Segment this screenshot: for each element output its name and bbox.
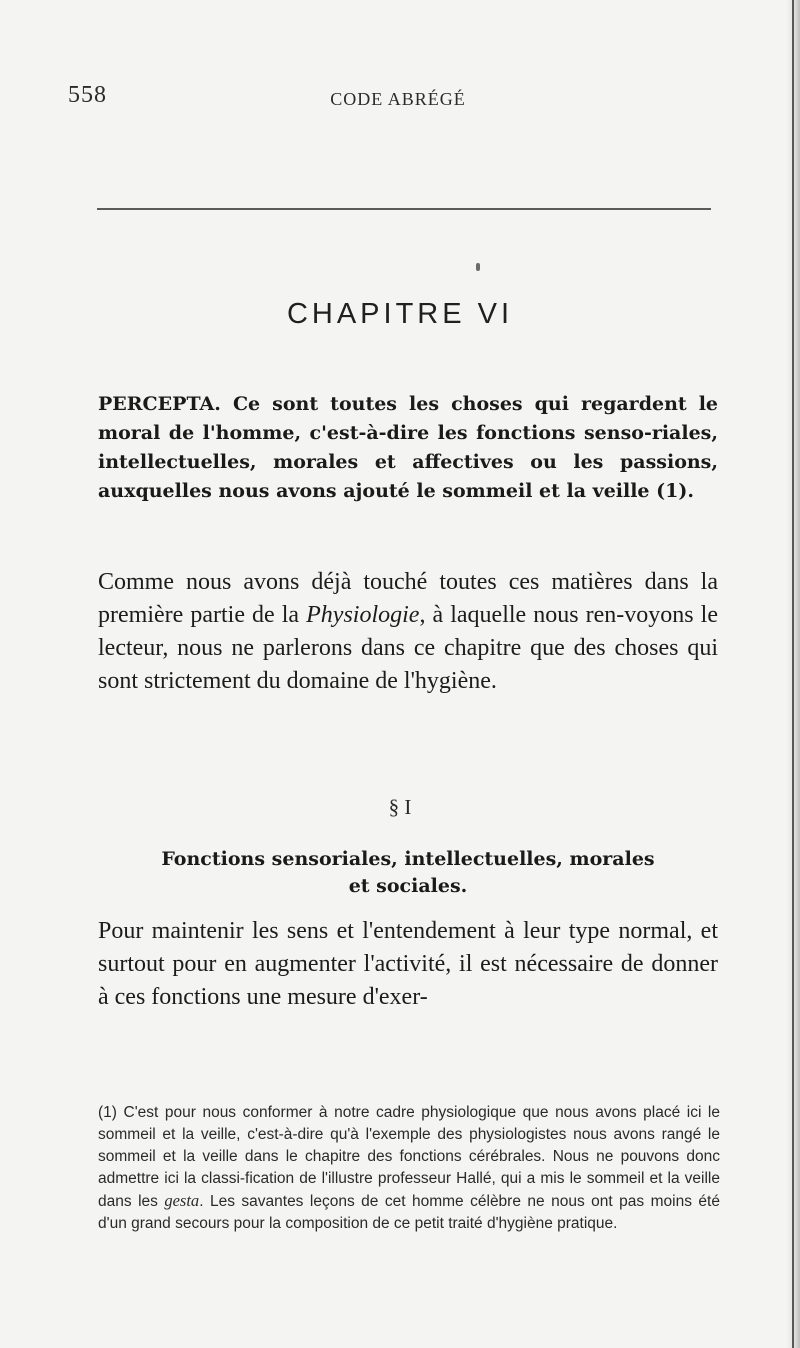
para-1-text-start: Comme nous avons déjà touché toutes ces matières dans la première partie de la xyxy=(98,569,718,628)
para-1-italic-title: Physiologie xyxy=(306,602,420,628)
section-title xyxy=(98,846,718,900)
section-mark: § I xyxy=(388,795,412,819)
footnote-italic-term: gesta xyxy=(164,1191,200,1210)
page-number: 558 xyxy=(68,82,107,108)
page-edge-line xyxy=(792,0,794,1348)
page-header xyxy=(68,82,728,122)
footnote-text-end: . Les savantes leçons de cet homme célèbre ne nous ont pas moins été d'un grand secours pour la composition de ce petit traité d'hygiène pratique. xyxy=(98,1193,720,1232)
para-1-text-end: , à laquelle nous ren-voyons le lecteur, nous ne parlerons dans ce chapitre que des choses qui sont strictement du domaine de l'hygiène. xyxy=(98,602,719,694)
body-paragraph-2: Pour maintenir les sens et l'entendement à leur type normal, et surtout pour en augmenter l'activité, il est nécessaire de donner à ces fonctions une mesure d'exer- xyxy=(98,918,718,1010)
header-rule xyxy=(97,208,711,210)
intro-term: PERCEPTA. xyxy=(98,393,221,415)
footnote-text-start: (1) C'est pour nous conformer à notre cadre physiologique que nous avons placé ici le sommeil et la veille, c'est-à-dire qu'à l'exemple des physiologistes nous avons rangé le sommeil et la veille dans le chapitre des fonctions cérébrales. Nous ne pouvons donc admettre ici la classi-fication de l'illustre professeur Hallé, qui a mis le sommeil et la veille dans les xyxy=(98,1104,720,1210)
chapter-title: CHAPITRE VI xyxy=(286,298,514,330)
intro-paragraph xyxy=(98,390,718,506)
running-head: CODE ABRÉGÉ xyxy=(330,89,466,109)
section-title-line-2: et sociales. xyxy=(348,875,468,897)
section-title-line-1: Fonctions sensoriales, intellectuelles, morales xyxy=(161,848,655,870)
body-paragraph-1 xyxy=(98,566,718,698)
footnote xyxy=(98,1102,720,1235)
intro-text: Ce sont toutes les choses qui regardent le moral de l'homme, c'est-à-dire les fonctions senso-riales, intellectuelles, morales et affectives ou les passions, auxquelles nous avons ajouté le sommeil et la veille (1). xyxy=(98,393,718,502)
ink-speck xyxy=(476,263,480,271)
